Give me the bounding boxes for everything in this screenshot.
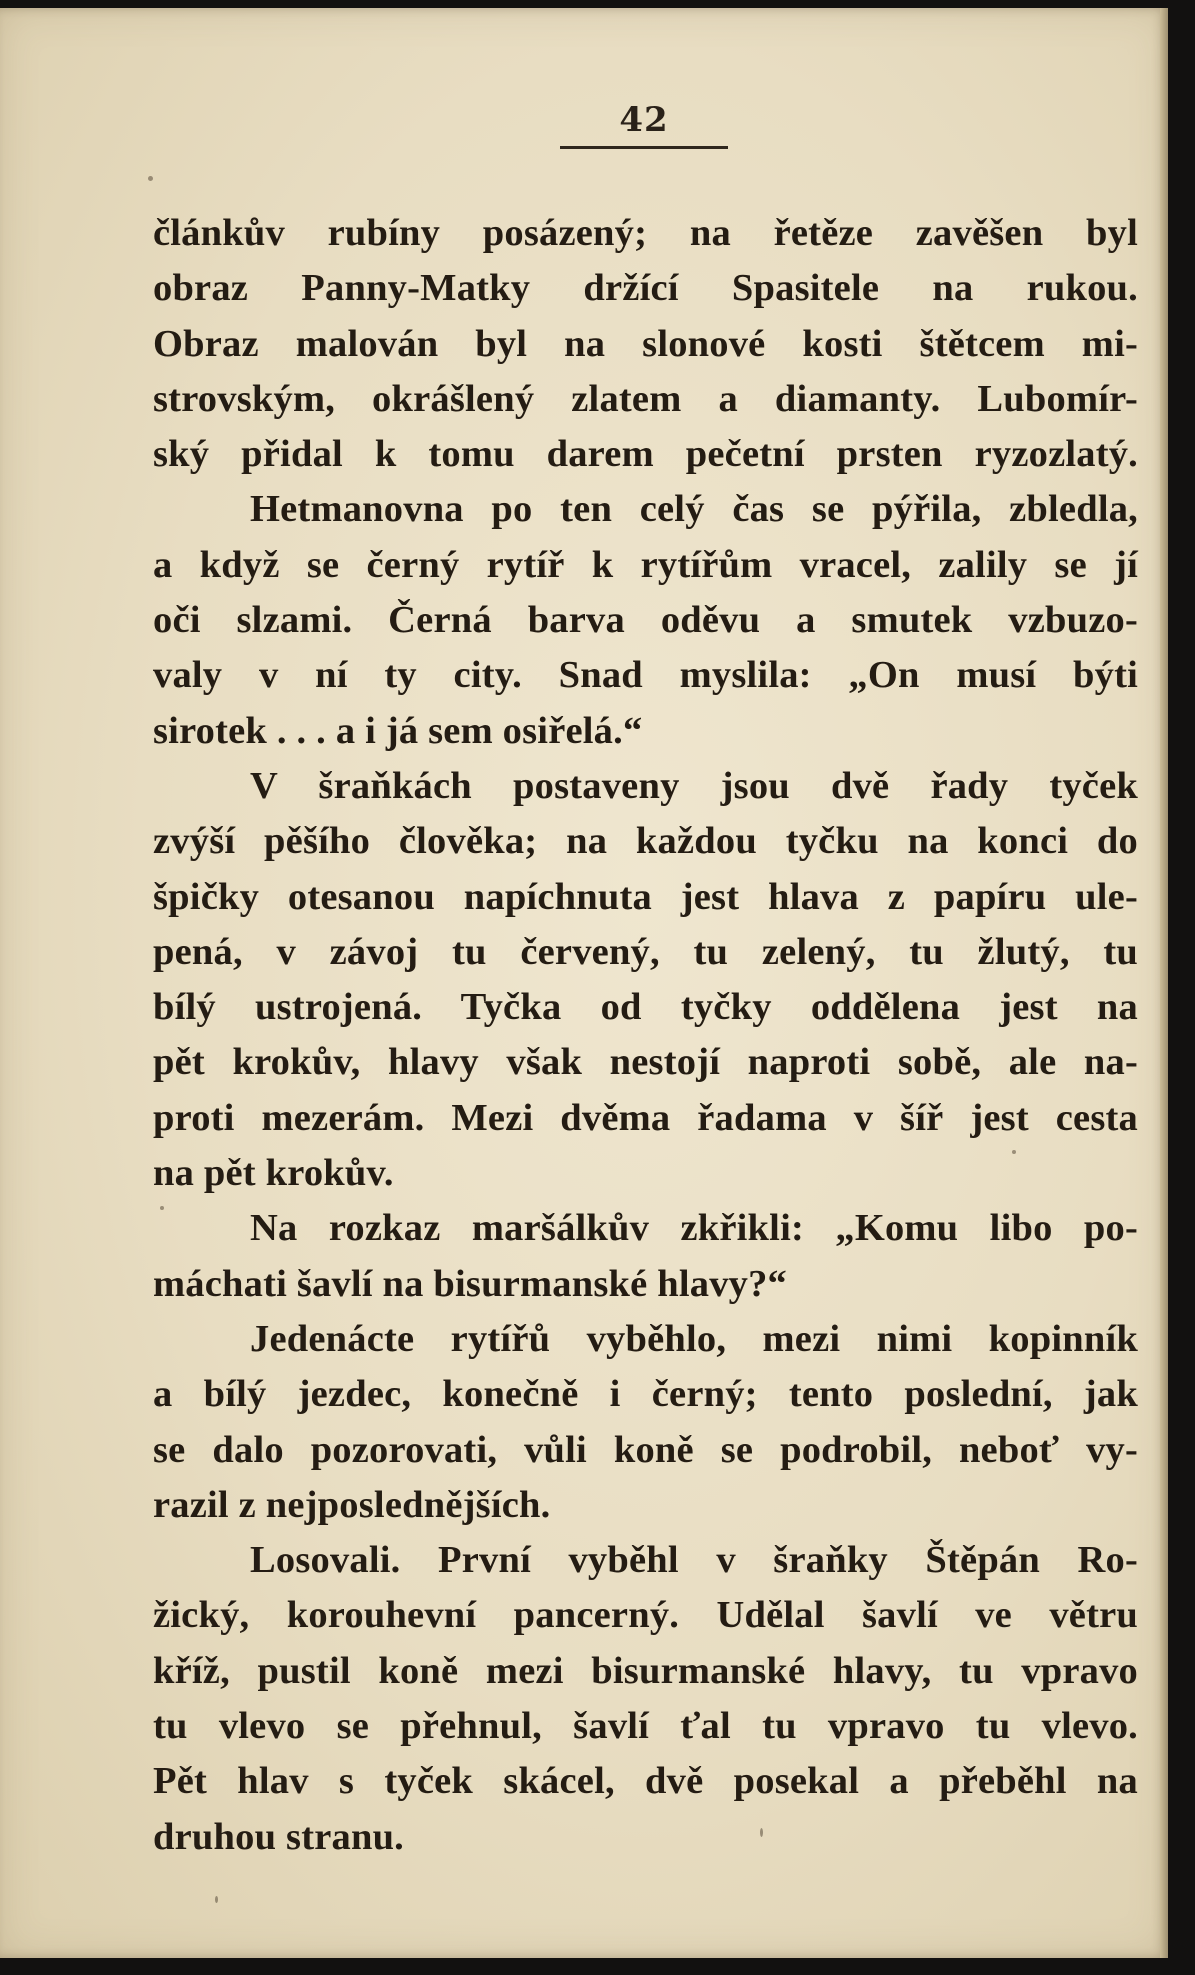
text-line: obraz Panny-Matky držící Spasitele na rukou. xyxy=(153,267,1138,310)
page-number: 42 xyxy=(619,100,669,140)
text-line: na pět krokův. xyxy=(153,1152,394,1195)
text-line: sirotek . . . a i já sem osiřelá.“ xyxy=(153,709,643,752)
text-line: tu vlevo se přehnul, šavlí ťal tu vpravo tu vlevo. xyxy=(153,1705,1138,1748)
text-line: článkův rubíny posázený; na řetěze zavěšen byl xyxy=(153,212,1138,254)
text-line: Na rozkaz maršálkův zkřikli: „Komu libo po- xyxy=(250,1207,1138,1250)
text-line: valy v ní ty city. Snad myslila: „On musí býti xyxy=(153,654,1138,697)
text-line: zvýší pěšího člověka; na každou tyčku na konci do xyxy=(153,820,1138,863)
text-line: Obraz malován byl na slonové kosti štětcem mi- xyxy=(153,322,1138,365)
book-page xyxy=(0,8,1168,1958)
text-line: se dalo pozorovati, vůli koně se podrobil, neboť vy- xyxy=(153,1428,1138,1471)
text-line: proti mezerám. Mezi dvěma řadama v šíř jest cesta xyxy=(153,1096,1138,1139)
text-line: razil z nejposlednějších. xyxy=(153,1483,551,1526)
header-rule xyxy=(560,146,728,149)
text-line: ský přidal k tomu darem pečetní prsten ryzozlatý. xyxy=(153,433,1138,476)
page-edge xyxy=(1160,8,1168,1958)
text-line: a když se černý rytíř k rytířům vracel, zalily se jí xyxy=(153,543,1138,586)
paper-speck xyxy=(148,176,153,181)
body-text xyxy=(153,206,1138,1865)
paper-speck xyxy=(160,1206,164,1210)
text-line: špičky otesanou napíchnuta jest hlava z papíru ule- xyxy=(153,875,1138,918)
text-line: oči slzami. Černá barva oděvu a smutek vzbuzo- xyxy=(153,599,1138,642)
text-line: žický, korouhevní pancerný. Udělal šavlí ve větru xyxy=(153,1594,1138,1637)
text-line: a bílý jezdec, konečně i černý; tento poslední, jak xyxy=(153,1373,1138,1416)
text-line: druhou stranu. xyxy=(153,1815,405,1858)
text-line: kříž, pustil koně mezi bisurmanské hlavy, tu vpravo xyxy=(153,1649,1138,1692)
text-line: V šraňkách postaveny jsou dvě řady tyček xyxy=(250,764,1138,807)
page-header xyxy=(560,100,728,149)
text-line: Losovali. První vyběhl v šraňky Štěpán Ro- xyxy=(250,1539,1138,1582)
text-line: máchati šavlí na bisurmanské hlavy?“ xyxy=(153,1262,787,1305)
paper-speck xyxy=(1012,1150,1016,1154)
text-line: Pět hlav s tyček skácel, dvě posekal a přeběhl na xyxy=(153,1760,1138,1803)
text-line: strovským, okrášlený zlatem a diamanty. Lubomír- xyxy=(153,377,1138,420)
text-line: pět krokův, hlavy však nestojí naproti sobě, ale na- xyxy=(153,1041,1138,1084)
text-line: Jedenácte rytířů vyběhlo, mezi nimi kopinník xyxy=(250,1317,1138,1360)
text-line: bílý ustrojená. Tyčka od tyčky oddělena jest na xyxy=(153,986,1138,1029)
paper-speck xyxy=(215,1896,218,1903)
text-line: pená, v závoj tu červený, tu zelený, tu žlutý, tu xyxy=(153,930,1138,973)
text-line: Hetmanovna po ten celý čas se pýřila, zbledla, xyxy=(250,488,1138,531)
paper-speck xyxy=(760,1828,763,1837)
